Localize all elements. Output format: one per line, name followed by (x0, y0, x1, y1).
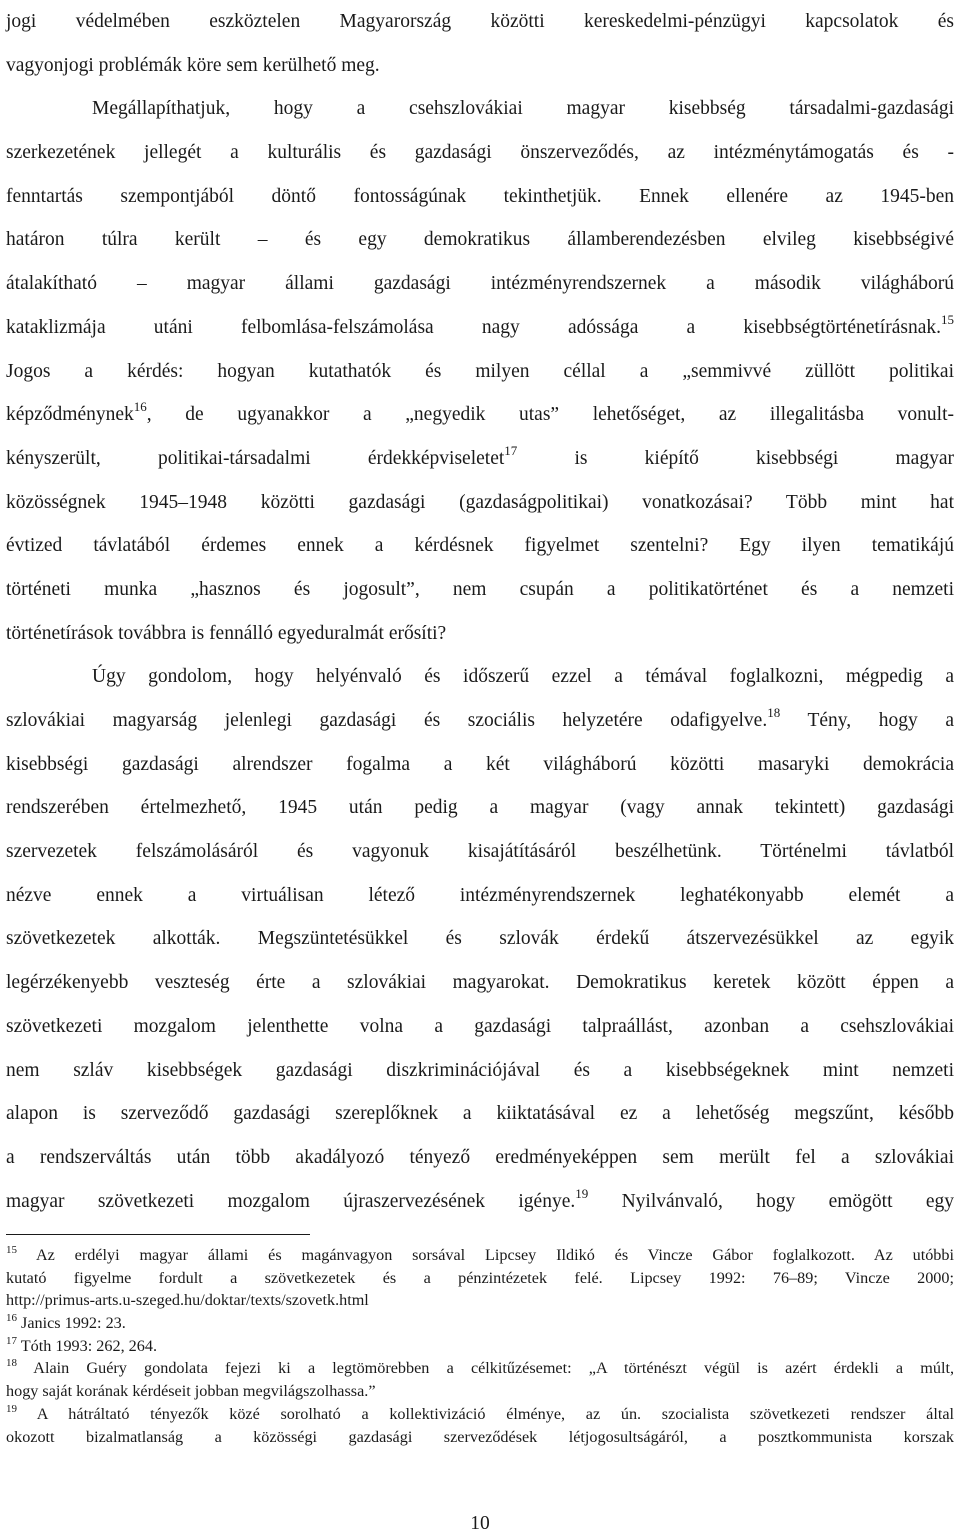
text-line: Megállapíthatjuk, hogy a csehszlovákiai magyar kisebbség társadalmi-gazdasági (92, 98, 954, 120)
text-segment: Nyilvánvaló, hogy emögött egy (588, 1190, 954, 1212)
footnote-number: 18 (6, 1357, 17, 1370)
footnote-text: A hátráltató tényezők közé sorolható a kollektivizáció élménye, az ún. szocialista szövetkezeti rendszer által (17, 1404, 954, 1423)
footnote-ref[interactable]: 19 (575, 1185, 589, 1201)
page-number: 10 (470, 1513, 490, 1534)
text-line: szervezetek felszámolásáról és vagyonuk kisajátításáról beszélhetünk. Történelmi távlatból (6, 841, 954, 863)
footnote-text-line: kutató figyelme fordult a szövetkezetek és a pénzintézetek felé. Lipcsey 1992: 76–89; Vincze 2000; (6, 1268, 954, 1287)
footnote-number: 17 (6, 1334, 17, 1347)
text-line: fenntartás szempontjából döntő fontosságúnak tekinthetjük. Ennek ellenére az 1945-ben (6, 185, 954, 207)
document-page (6, 0, 954, 1534)
footnotes (6, 1244, 954, 1448)
text-line: közösségnek 1945–1948 közötti gazdasági (gazdaságpolitikai) vonatkozásai? Több mint hat (6, 491, 954, 513)
text-line: alapon is szerveződő gazdasági szereplőknek a kiiktatásával ez a lehetőség megszűnt, később (6, 1103, 954, 1125)
footnote-ref[interactable]: 18 (767, 705, 781, 720)
text-segment: szlovákiai magyarság jelenlegi gazdasági és szociális helyzetére odafigyelve. (6, 710, 768, 731)
text-line: vagyonjogi problémák köre sem kerülhető meg. (6, 54, 380, 76)
text-line: átalakítható – magyar állami gazdasági intézményrendszernek a második világháború (6, 273, 954, 295)
text-line: a rendszerváltás után több akadályozó tényező eredményeképpen sem merült fel a szlovákiai (6, 1146, 954, 1168)
footnote-19 (6, 1403, 954, 1426)
text-line: Úgy gondolom, hogy helyénvaló és időszerű ezzel a témával foglalkozni, mégpedig a (92, 666, 954, 688)
text-line: kisebbségi gazdasági alrendszer fogalma a két világháború közötti masaryki demokrácia (6, 753, 954, 775)
text-line: szövetkezeti mozgalom jelenthette volna a gazdasági talpraállást, azonban a csehszlovákiai (6, 1015, 954, 1037)
footnote-number: 19 (6, 1402, 17, 1415)
text-line: szerkezetének jellegét a kulturális és gazdasági önszerveződés, az intézménytámogatás és - (6, 142, 954, 164)
text-segment: Tény, hogy a (780, 710, 954, 731)
footnote-text: Janics 1992: 23. (17, 1314, 126, 1333)
footnote-17 (6, 1335, 954, 1358)
text-segment: is kiépítő kisebbségi magyar (517, 447, 954, 469)
text-segment: magyar szövetkezeti mozgalom újraszervezésének igénye. (6, 1190, 576, 1212)
text-line: történetírások továbbra is fennálló egyeduralmát erősíti? (6, 622, 447, 644)
text-segment: , de ugyanakkor a „negyedik utas” lehetőséget, az illegalitásba vonult- (146, 404, 954, 426)
footnote-link[interactable]: http://primus-arts.u-szeged.hu/doktar/texts/szovetk.html (6, 1291, 369, 1310)
text-line: szövetkezetek alkották. Megszüntetésükkel és szlovák érdekű átszervezésükkel az egyik (6, 928, 954, 950)
footnote-ref[interactable]: 17 (504, 442, 518, 458)
footnote-16 (6, 1312, 954, 1335)
text-line (6, 1180, 954, 1224)
text-line: jogi védelmében eszköztelen Magyarország közötti kereskedelmi-pénzügyi kapcsolatok és (6, 11, 954, 32)
main-text (6, 0, 954, 1223)
text-line (6, 437, 954, 481)
text-line: Jogos a kérdés: hogyan kutathatók és milyen céllal a „semmivvé züllött politikai (6, 360, 954, 382)
text-line: történeti munka „hasznos és jogosult”, nem csupán a politikatörténet és a nemzeti (6, 578, 954, 600)
text-line: határon túlra került – és egy demokratikus államberendezésben elvileg kisebbségivé (6, 229, 954, 251)
text-line: nézve ennek a virtuálisan létező intézményrendszernek leghatékonyabb elemét a (6, 884, 954, 906)
footnote-number: 16 (6, 1312, 17, 1325)
text-line (6, 393, 954, 437)
text-segment: kataklizmája utáni felbomlása-felszámolása nagy adóssága a kisebbségtörténetírásnak. (6, 316, 941, 338)
footnote-separator (6, 1234, 310, 1235)
footnote-ref[interactable]: 16 (133, 399, 147, 415)
text-line: rendszerében értelmezhető, 1945 után pedig a magyar (vagy annak tekintett) gazdasági (6, 797, 954, 819)
text-line (6, 306, 954, 350)
footnote-text: Az erdélyi magyar állami és magánvagyon sorsával Lipcsey Ildikó és Vincze Gábor foglalkozott. Az utóbbi (17, 1246, 954, 1264)
footnote-18 (6, 1357, 954, 1380)
text-segment: képződménynek (6, 404, 134, 426)
footnote-text-line: hogy saját korának kérdéseit jobban megvilágszolhassa.” (6, 1382, 376, 1401)
text-line: legérzékenyebb veszteség érte a szlovákiai magyarokat. Demokratikus keretek között éppen a (6, 972, 954, 994)
footnote-ref[interactable]: 15 (941, 311, 954, 327)
text-line: évtized távlatából érdemes ennek a kérdésnek figyelmet szentelni? Egy ilyen tematikájú (6, 535, 954, 557)
text-line: nem szláv kisebbségek gazdasági diszkriminációjával és a kisebbségeknek mint nemzeti (6, 1059, 954, 1081)
footnote-number: 15 (6, 1244, 17, 1256)
text-line (6, 699, 954, 743)
footnote-text: Alain Guéry gondolata fejezi ki a legtömörebben a célkitűzésemet: „A történészt végül is azért érdekli a múlt, (17, 1359, 954, 1378)
footnote-15 (6, 1244, 954, 1267)
footnote-text-line: okozott bizalmatlanság a közösségi gazdasági szerveződések létjogosultságáról, a posztkommunista korszak (6, 1427, 954, 1446)
text-segment: kényszerült, politikai-társadalmi érdekképviseletet (6, 447, 505, 469)
footnote-text: Tóth 1993: 262, 264. (17, 1336, 157, 1355)
